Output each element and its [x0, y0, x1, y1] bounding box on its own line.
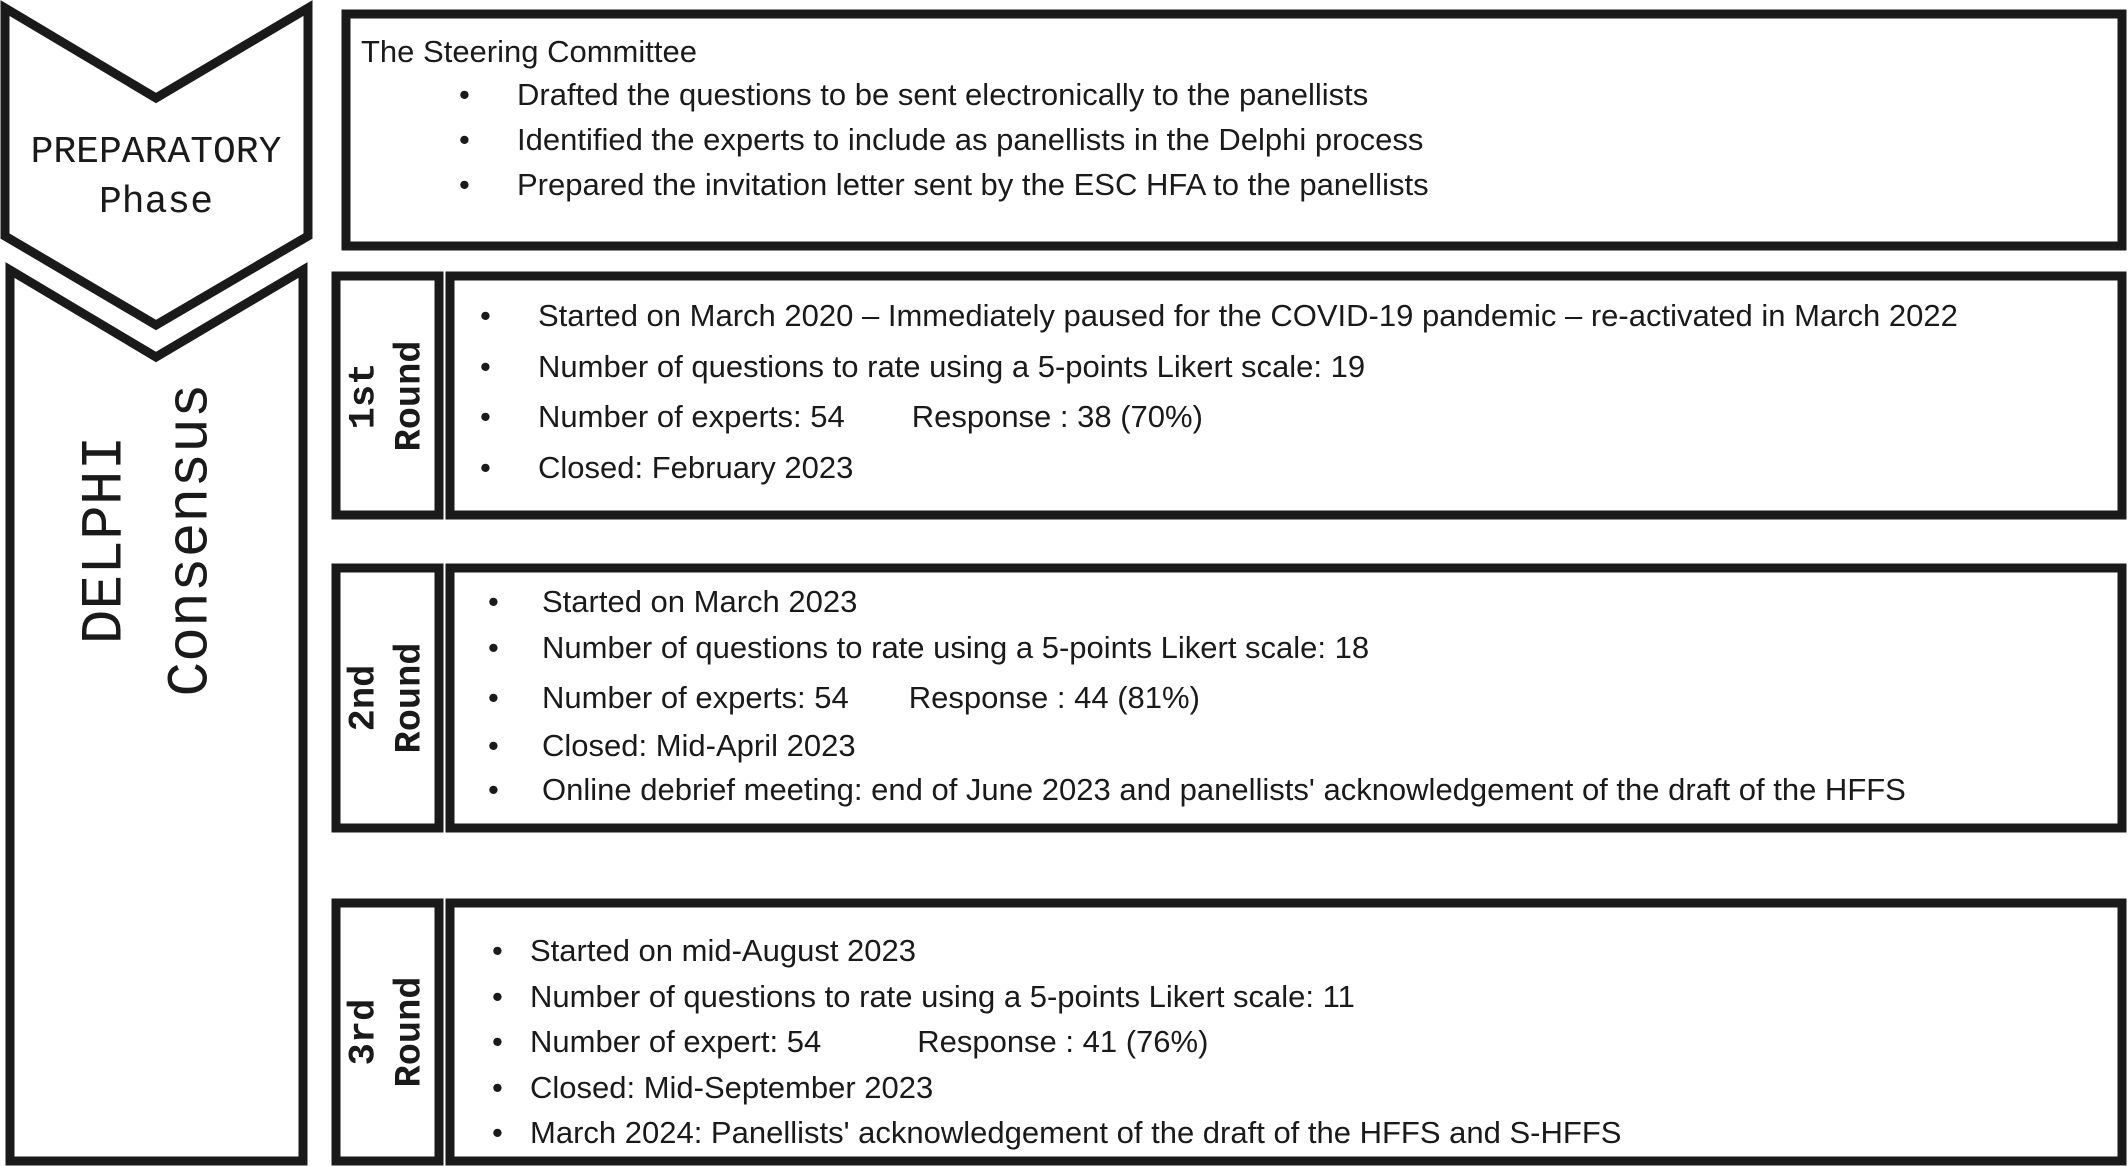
list-item	[542, 580, 1906, 626]
preparatory-list	[517, 73, 1429, 208]
list-item	[530, 1066, 1621, 1112]
list-item: • Prepared the invitation letter sent by the ESC HFA to the panellists	[517, 163, 1429, 208]
list-item	[538, 345, 1958, 396]
round3-label-line2: Round	[390, 976, 432, 1088]
round1-label-line1: 1st	[344, 362, 386, 429]
list-item	[542, 768, 1906, 814]
round1-item-closed: Closed: February 2023	[538, 449, 854, 485]
list-item	[530, 929, 1621, 975]
round2-item-closed: Closed: Mid-April 2023	[542, 728, 856, 763]
round2-item-questions: Number of questions to rate using a 5-points Likert scale: 18	[542, 630, 1370, 665]
round3-item-experts: Number of expert: 54	[530, 1024, 822, 1059]
list-item	[530, 1020, 1621, 1066]
round2-label-line1: 2nd	[344, 664, 386, 732]
round1-item-questions: Number of questions to rate using a 5-points Likert scale: 19	[538, 348, 1366, 384]
round3-label	[344, 912, 432, 1152]
round1-item-start: Started on March 2020 – Immediately paused for the COVID-19 pandemic – re-activated in March 2022	[538, 298, 1958, 333]
list-item: • Identified the experts to include as panellists in the Delphi process	[517, 118, 1429, 163]
round3-response: Response : 41 (76%)	[917, 1024, 1209, 1059]
list-item	[530, 1111, 1621, 1157]
preparatory-label-line2: Phase	[98, 181, 214, 224]
list-item	[538, 395, 1958, 446]
list-item	[530, 975, 1621, 1021]
round2-response: Response : 44 (81%)	[908, 680, 1200, 715]
preparatory-title: The Steering Committee	[361, 34, 697, 69]
preparatory-phase-label	[6, 128, 306, 228]
delphi-label-line1: DELPHI	[74, 435, 140, 645]
round3-item-closed: Closed: Mid-September 2023	[530, 1069, 934, 1105]
list-item	[542, 676, 1906, 724]
round3-list	[530, 929, 1621, 1157]
round2-item-experts: Number of experts: 54	[542, 680, 849, 715]
round1-item-experts: Number of experts: 54	[538, 399, 845, 434]
round3-label-line1: 3rd	[344, 998, 386, 1066]
delphi-consensus-label	[74, 383, 226, 697]
round2-label	[344, 577, 432, 819]
round3-item-start: Started on mid-August 2023	[530, 933, 917, 968]
round2-item-debrief: Online debrief meeting: end of June 2023 and panellists' acknowledgement of the draft of the HFFS	[542, 772, 1906, 807]
list-item	[542, 724, 1906, 768]
list-item	[538, 446, 1958, 497]
round1-list	[538, 294, 1958, 496]
round2-label-line2: Round	[390, 642, 432, 754]
delphi-label-line2: Consensus	[160, 383, 226, 697]
round3-item-questions: Number of questions to rate using a 5-points Likert scale: 11	[530, 978, 1355, 1014]
round1-response: Response : 38 (70%)	[911, 399, 1203, 434]
round1-label	[344, 285, 432, 506]
list-item: • Drafted the questions to be sent electronically to the panellists	[517, 73, 1429, 118]
round2-list	[542, 580, 1906, 814]
round1-label-line2: Round	[390, 339, 432, 452]
list-item	[542, 626, 1906, 676]
round3-item-acknowledgement: March 2024: Panellists' acknowledgement of the draft of the HFFS and S-HFFS	[530, 1115, 1622, 1150]
list-item	[538, 294, 1958, 345]
preparatory-label-line1: PREPARATORY	[30, 131, 282, 174]
round2-item-start: Started on March 2023	[542, 584, 858, 619]
